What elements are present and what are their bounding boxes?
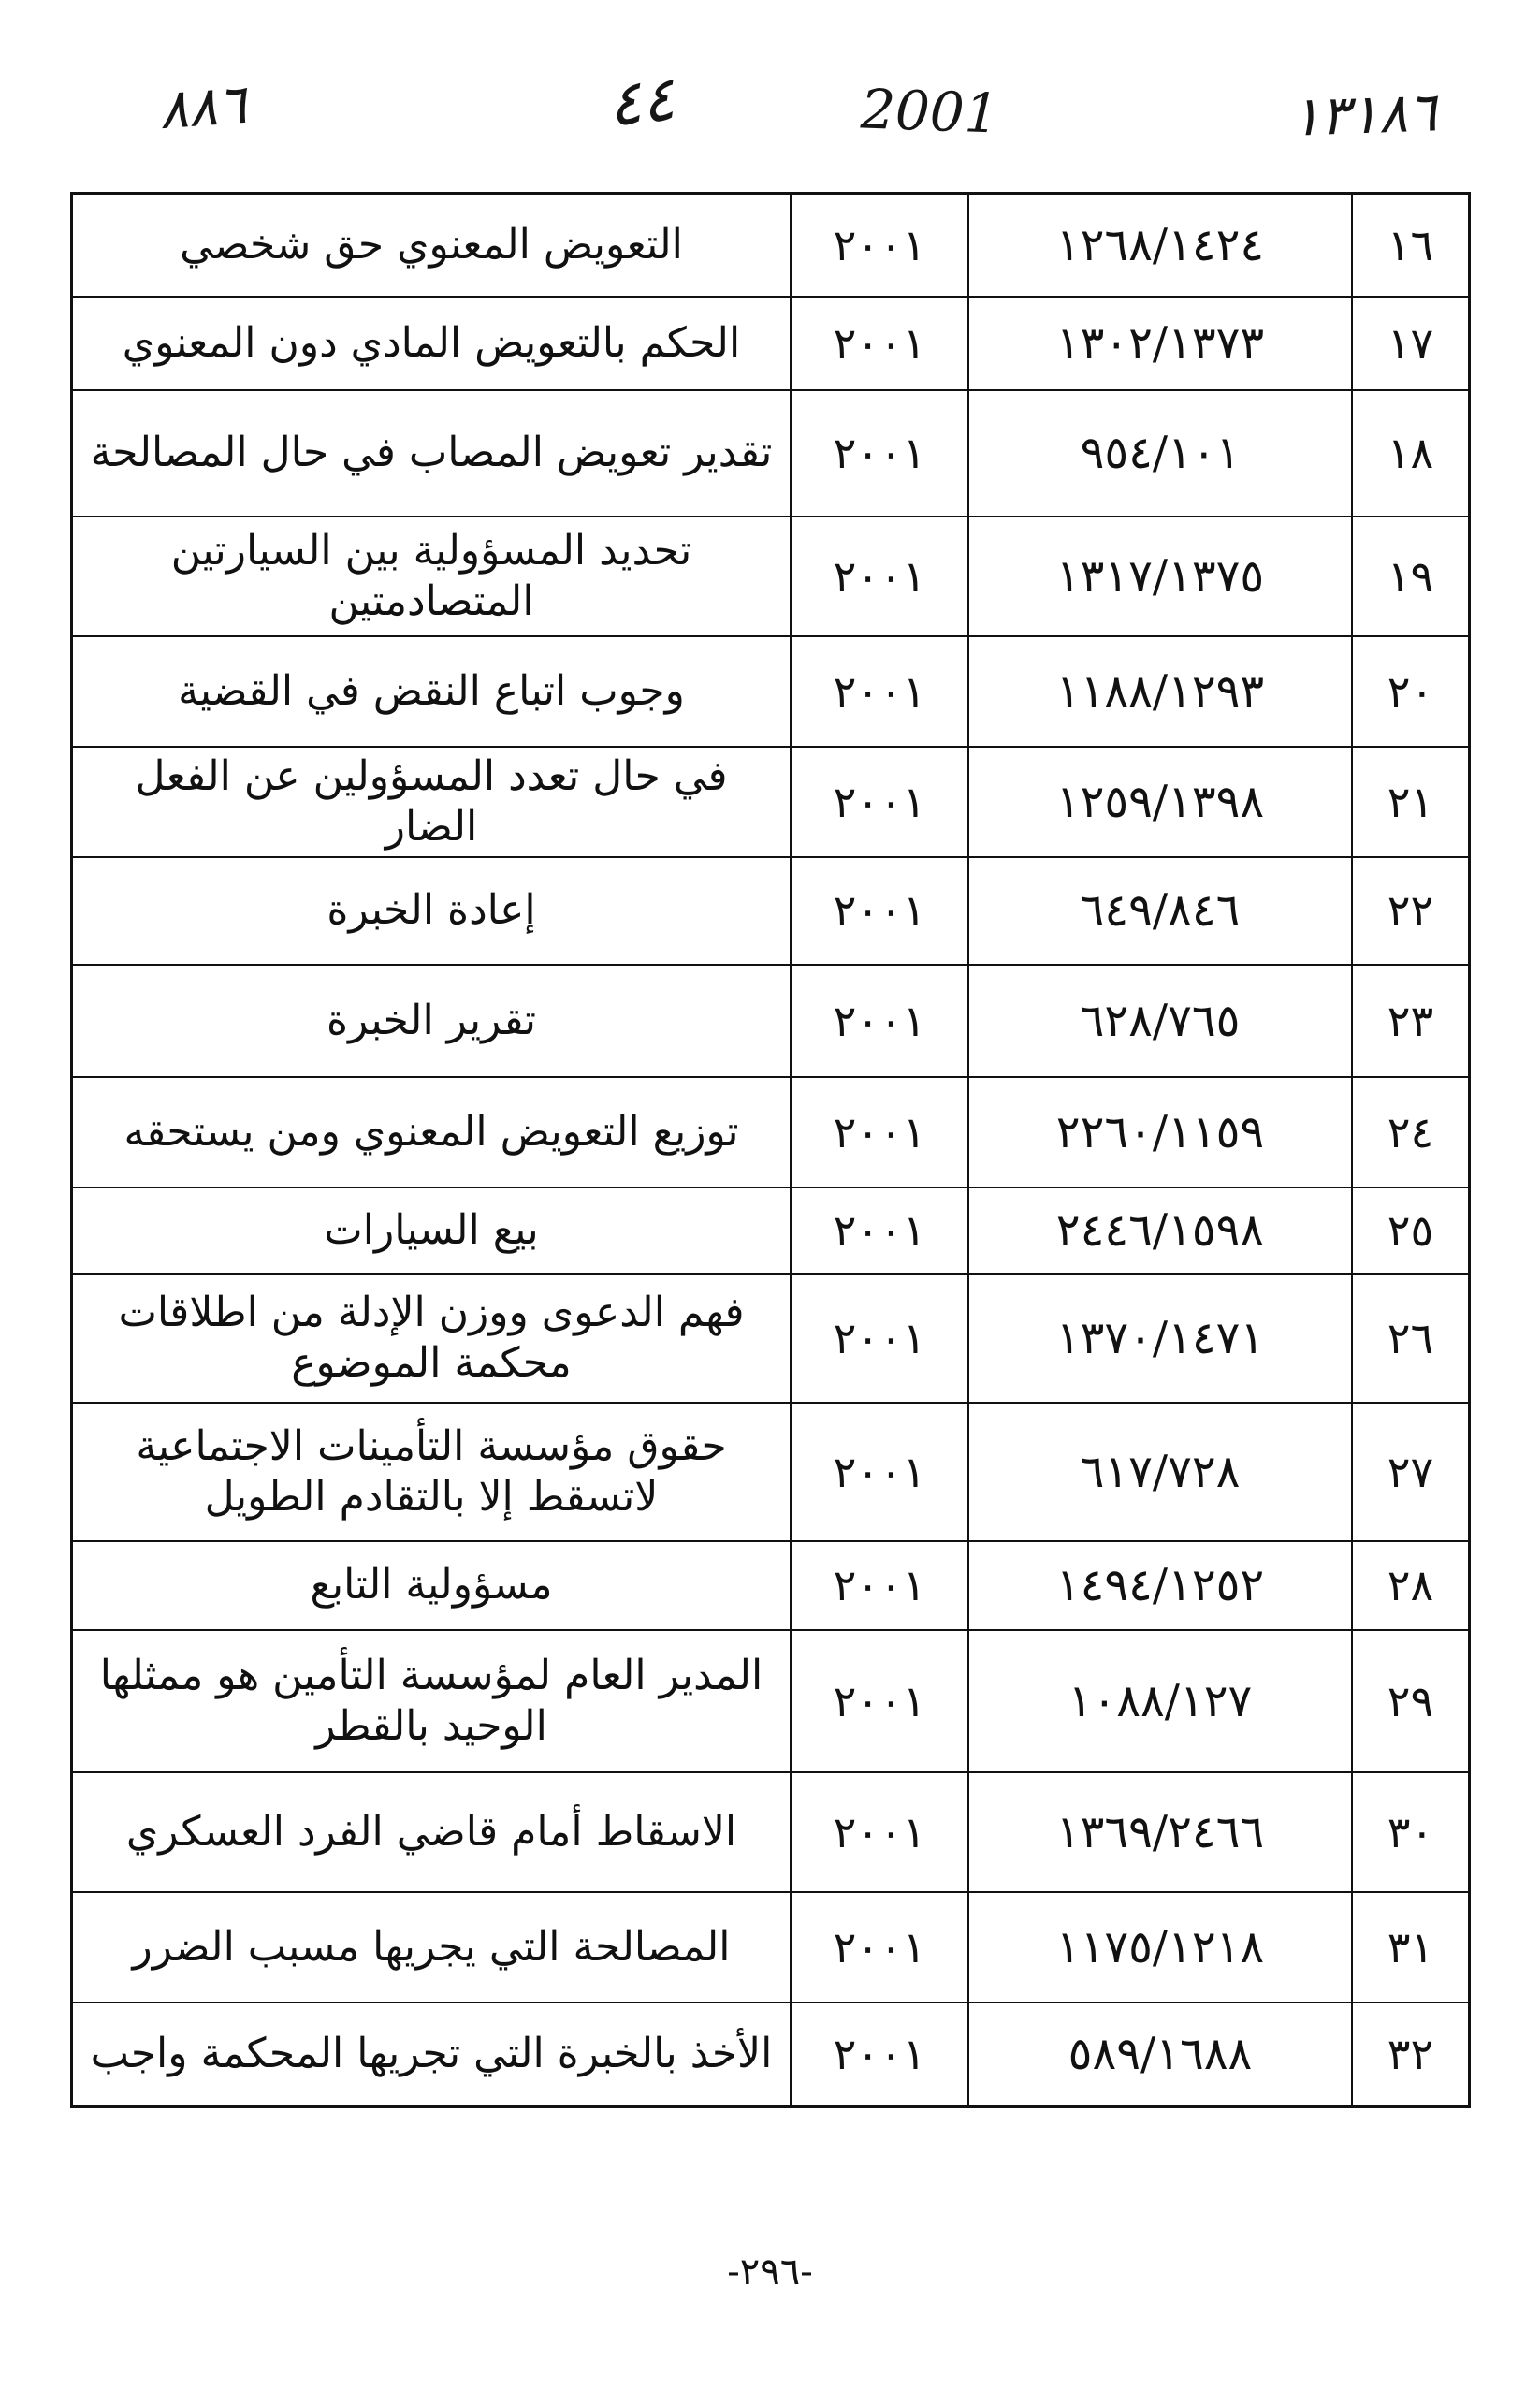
table-row (72, 2003, 1470, 2107)
handwritten-annotation: ١٣١٨٦ (1289, 80, 1438, 149)
subject-cell-text: تحديد المسؤولية بين السيارتين المتصادمتين (170, 526, 692, 625)
year-cell-text: ٢٠٠١ (833, 550, 926, 602)
year-cell-text: ٢٠٠١ (833, 1560, 926, 1610)
ruling-number-cell (968, 1187, 1352, 1274)
row-number-cell (1352, 517, 1470, 636)
table-row (72, 636, 1470, 747)
page-number: -٢٩٦- (727, 2251, 813, 2294)
year-cell (791, 1403, 968, 1541)
subject-cell (72, 1772, 792, 1892)
subject-cell-text: الاسقاط أمام قاضي الفرد العسكري (125, 1807, 737, 1856)
table-row (72, 1772, 1470, 1892)
handwritten-annotation: 2001 (859, 77, 1000, 146)
ruling-number-cell (968, 857, 1352, 965)
ruling-number-cell-text: ١٣٠٢/١٣٧٣ (1055, 316, 1265, 370)
row-number-cell (1352, 965, 1470, 1077)
table-row (72, 1892, 1470, 2003)
row-number-cell (1352, 1403, 1470, 1541)
year-cell-text: ٢٠٠١ (833, 1921, 926, 1973)
ruling-number-cell-text: ١٢٥٩/١٣٩٨ (1055, 775, 1265, 828)
row-number-cell (1352, 2003, 1470, 2107)
subject-cell (72, 390, 792, 517)
ruling-number-cell-text: ١٠٨٨/١٢٧ (1068, 1674, 1253, 1727)
ruling-number-cell (968, 965, 1352, 1077)
subject-cell (72, 194, 792, 297)
ruling-number-cell (968, 517, 1352, 636)
year-cell (791, 747, 968, 857)
subject-cell (72, 1187, 792, 1274)
row-number-cell-text: ٢٥ (1387, 1204, 1434, 1256)
ruling-number-cell (968, 1403, 1352, 1541)
row-number-cell-text: ١٩ (1387, 550, 1434, 602)
ruling-number-cell (968, 1772, 1352, 1892)
ruling-number-cell-text: ١٣١٧/١٣٧٥ (1055, 549, 1265, 603)
subject-cell (72, 965, 792, 1077)
subject-cell-text: التعويض المعنوي حق شخصي (180, 220, 683, 269)
table-row (72, 297, 1470, 390)
subject-cell (72, 1077, 792, 1187)
rulings-table (70, 192, 1471, 2108)
ruling-number-cell-text: ٥٨٩/١٦٨٨ (1068, 2028, 1253, 2081)
subject-cell-text: بيع السيارات (324, 1205, 539, 1254)
handwritten-annotation: ٤٤ (604, 62, 678, 141)
ruling-number-cell-text: ١٣٦٩/٢٤٦٦ (1055, 1805, 1265, 1858)
ruling-number-cell-text: ٦٢٨/٧٦٥ (1080, 994, 1241, 1047)
ruling-number-cell-text: ١٤٩٤/١٢٥٢ (1055, 1559, 1265, 1611)
year-cell (791, 1892, 968, 2003)
table-row (72, 1274, 1470, 1403)
year-cell-text: ٢٠٠١ (833, 665, 926, 717)
year-cell (791, 1541, 968, 1630)
subject-cell-text: في حال تعدد المسؤولين عن الفعل الضار (135, 751, 728, 851)
row-number-cell (1352, 194, 1470, 297)
year-cell-text: ٢٠٠١ (833, 776, 926, 827)
subject-cell-text: مسؤولية التابع (310, 1561, 553, 1609)
row-number-cell (1352, 747, 1470, 857)
row-number-cell (1352, 297, 1470, 390)
table-row (72, 194, 1470, 297)
row-number-cell-text: ٢٩ (1387, 1675, 1434, 1726)
row-number-cell-text: ٢٨ (1387, 1560, 1434, 1610)
year-cell (791, 636, 968, 747)
ruling-number-cell (968, 2003, 1352, 2107)
ruling-number-cell-text: ٦١٧/٧٢٨ (1080, 1445, 1241, 1498)
year-cell-text: ٢٠٠١ (833, 885, 926, 936)
year-cell-text: ٢٠٠١ (833, 317, 926, 369)
row-number-cell-text: ٢٠ (1387, 665, 1434, 717)
ruling-number-cell-text: ١٢٦٨/١٤٢٤ (1055, 218, 1265, 271)
subject-cell-text: إعادة الخبرة (327, 886, 536, 934)
subject-cell (72, 636, 792, 747)
subject-cell-text: فهم الدعوى ووزن الإدلة من اطلاقات محكمة الموضوع (118, 1288, 745, 1387)
ruling-number-cell (968, 1077, 1352, 1187)
year-cell (791, 1630, 968, 1772)
table-row (72, 857, 1470, 965)
table-row (72, 1541, 1470, 1630)
year-cell-text: ٢٠٠١ (833, 1806, 926, 1857)
ruling-number-cell (968, 1274, 1352, 1403)
year-cell (791, 965, 968, 1077)
row-number-cell-text: ٣٢ (1387, 2029, 1434, 2080)
ruling-number-cell (968, 194, 1352, 297)
year-cell (791, 1274, 968, 1403)
table-row (72, 1630, 1470, 1772)
year-cell (791, 2003, 968, 2107)
subject-cell (72, 2003, 792, 2107)
ruling-number-cell-text: ٦٤٩/٨٤٦ (1080, 884, 1241, 937)
ruling-number-cell-text: ٩٥٤/١٠١ (1080, 427, 1241, 479)
year-cell-text: ٢٠٠١ (833, 995, 926, 1046)
row-number-cell (1352, 1541, 1470, 1630)
ruling-number-cell (968, 297, 1352, 390)
row-number-cell (1352, 1892, 1470, 2003)
table-body (72, 194, 1470, 2107)
row-number-cell (1352, 1772, 1470, 1892)
year-cell (791, 1187, 968, 1274)
year-cell-text: ٢٠٠١ (833, 1446, 926, 1497)
year-cell (791, 1077, 968, 1187)
row-number-cell-text: ٣١ (1387, 1921, 1434, 1973)
year-cell-text: ٢٠٠١ (833, 219, 926, 270)
row-number-cell-text: ١٧ (1387, 317, 1434, 369)
ruling-number-cell (968, 636, 1352, 747)
year-cell-text: ٢٠٠١ (833, 428, 926, 478)
ruling-number-cell (968, 1630, 1352, 1772)
subject-cell (72, 1403, 792, 1541)
row-number-cell-text: ٢١ (1387, 776, 1434, 827)
ruling-number-cell (968, 1541, 1352, 1630)
row-number-cell-text: ٢٦ (1387, 1312, 1434, 1363)
row-number-cell (1352, 1187, 1470, 1274)
row-number-cell (1352, 857, 1470, 965)
subject-cell-text: تقرير الخبرة (327, 996, 536, 1044)
ruling-number-cell-text: ٢٤٤٦/١٥٩٨ (1055, 1203, 1265, 1257)
table-row (72, 1187, 1470, 1274)
ruling-number-cell-text: ١١٧٥/١٢١٨ (1055, 1920, 1265, 1974)
ruling-number-cell-text: ١٣٧٠/١٤٧١ (1055, 1311, 1265, 1364)
ruling-number-cell-text: ١١٨٨/١٢٩٣ (1055, 664, 1265, 718)
ruling-number-cell-text: ٢٢٦٠/١١٥٩ (1055, 1105, 1265, 1158)
table-row (72, 1403, 1470, 1541)
subject-cell-text: تقدير تعويض المصاب في حال المصالحة (90, 429, 773, 476)
table-row (72, 1077, 1470, 1187)
year-cell (791, 517, 968, 636)
row-number-cell-text: ٣٠ (1387, 1806, 1434, 1857)
subject-cell-text: المدير العام لمؤسسة التأمين هو ممثلها الوحيد بالقطر (99, 1651, 763, 1750)
row-number-cell-text: ٢٤ (1387, 1106, 1434, 1158)
year-cell (791, 194, 968, 297)
subject-cell (72, 297, 792, 390)
ruling-number-cell (968, 390, 1352, 517)
subject-cell (72, 1892, 792, 2003)
subject-cell (72, 1630, 792, 1772)
subject-cell-text: المصالحة التي يجريها مسبب الضرر (132, 1922, 731, 1971)
row-number-cell (1352, 390, 1470, 517)
subject-cell-text: توزيع التعويض المعنوي ومن يستحقه (123, 1107, 739, 1156)
year-cell (791, 297, 968, 390)
subject-cell-text: وجوب اتباع النقض في القضية (178, 666, 685, 715)
subject-cell-text: الأخذ بالخبرة التي تجريها المحكمة واجب (90, 2030, 773, 2078)
row-number-cell-text: ٢٧ (1387, 1446, 1434, 1497)
row-number-cell-text: ٢٣ (1387, 995, 1434, 1046)
row-number-cell-text: ١٦ (1387, 219, 1434, 270)
subject-cell-text: الحكم بالتعويض المادي دون المعنوي (122, 318, 741, 367)
year-cell (791, 1772, 968, 1892)
row-number-cell (1352, 1077, 1470, 1187)
year-cell-text: ٢٠٠١ (833, 1312, 926, 1363)
handwritten-annotation: ٨٨٦ (156, 71, 249, 142)
table-row (72, 390, 1470, 517)
row-number-cell-text: ٢٢ (1387, 885, 1434, 936)
year-cell-text: ٢٠٠١ (833, 1675, 926, 1726)
table-row (72, 747, 1470, 857)
subject-cell (72, 517, 792, 636)
row-number-cell (1352, 1630, 1470, 1772)
year-cell-text: ٢٠٠١ (833, 2029, 926, 2080)
table-row (72, 517, 1470, 636)
subject-cell (72, 747, 792, 857)
handwritten-header (0, 37, 1540, 187)
ruling-number-cell (968, 747, 1352, 857)
row-number-cell (1352, 1274, 1470, 1403)
year-cell (791, 390, 968, 517)
subject-cell-text: حقوق مؤسسة التأمينات الاجتماعية لاتسقط إلا بالتقادم الطويل (136, 1421, 727, 1521)
ruling-number-cell (968, 1892, 1352, 2003)
subject-cell (72, 857, 792, 965)
year-cell-text: ٢٠٠١ (833, 1204, 926, 1256)
table-row (72, 965, 1470, 1077)
row-number-cell-text: ١٨ (1387, 428, 1434, 478)
year-cell-text: ٢٠٠١ (833, 1106, 926, 1158)
subject-cell (72, 1541, 792, 1630)
subject-cell (72, 1274, 792, 1403)
year-cell (791, 857, 968, 965)
row-number-cell (1352, 636, 1470, 747)
